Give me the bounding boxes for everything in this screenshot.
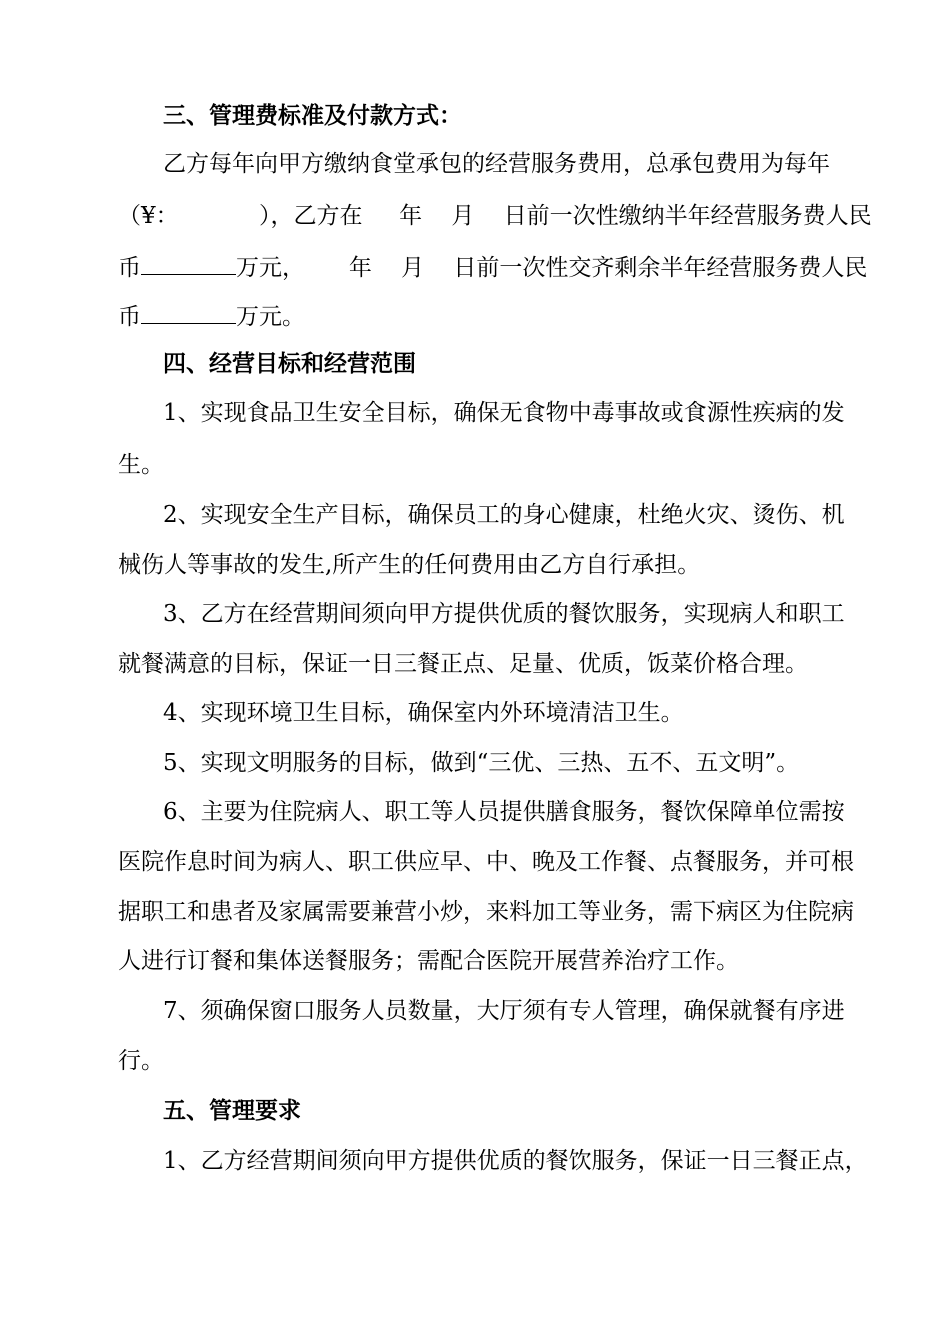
- fill-blank: [141, 299, 236, 324]
- paragraph-line: 2、实现安全生产目标，确保员工的身心健康，杜绝火灾、烫伤、机: [163, 502, 845, 528]
- section-3-heading: 三、管理费标准及付款方式：: [163, 102, 462, 129]
- paragraph-line: 生。: [118, 452, 164, 478]
- text-fragment: 币: [118, 304, 141, 330]
- text-fragment: 币: [118, 255, 141, 281]
- text-fragment: 万元， 年 月 日前一次性交齐剩余半年经营服务费人民: [236, 255, 868, 281]
- paragraph-line: 6、主要为住院病人、职工等人员提供膳食服务，餐饮保障单位需按: [163, 799, 845, 825]
- paragraph-line: 械伤人等事故的发生,所产生的任何费用由乙方自行承担。: [118, 552, 701, 578]
- section-4-heading: 四、经营目标和经营范围: [163, 350, 416, 377]
- paragraph-line: （¥： ），乙方在 年 月 日前一次性缴纳半年经营服务费人民: [118, 203, 872, 229]
- paragraph-line: 1、乙方经营期间须向甲方提供优质的餐饮服务，保证一日三餐正点，: [163, 1148, 868, 1174]
- paragraph-line: 7、须确保窗口服务人员数量，大厅须有专人管理，确保就餐有序进: [163, 998, 845, 1024]
- paragraph-line: 乙方每年向甲方缴纳食堂承包的经营服务费用，总承包费用为每年: [163, 151, 830, 177]
- paragraph-line: 3、乙方在经营期间须向甲方提供优质的餐饮服务，实现病人和职工: [163, 601, 845, 627]
- section-5-heading: 五、管理要求: [163, 1097, 301, 1124]
- paragraph-line: 行。: [118, 1048, 164, 1074]
- paragraph-line: 人进行订餐和集体送餐服务；需配合医院开展营养治疗工作。: [118, 948, 739, 974]
- paragraph-line: 1、实现食品卫生安全目标，确保无食物中毒事故或食源性疾病的发: [163, 400, 845, 426]
- text-fragment: 万元。: [236, 304, 305, 330]
- paragraph-line: 4、实现环境卫生目标，确保室内外环境清洁卫生。: [163, 700, 684, 726]
- paragraph-line: 就餐满意的目标，保证一日三餐正点、足量、优质，饭菜价格合理。: [118, 651, 808, 677]
- paragraph-line: 据职工和患者及家属需要兼营小炒，来料加工等业务，需下病区为住院病: [118, 899, 854, 925]
- fill-blank: [141, 250, 236, 275]
- paragraph-line: 医院作息时间为病人、职工供应早、中、晚及工作餐、点餐服务，并可根: [118, 849, 854, 875]
- paragraph-line: [118, 299, 305, 332]
- paragraph-line: 5、实现文明服务的目标，做到“三优、三热、五不、五文明”。: [163, 750, 800, 776]
- paragraph-line: [118, 250, 867, 283]
